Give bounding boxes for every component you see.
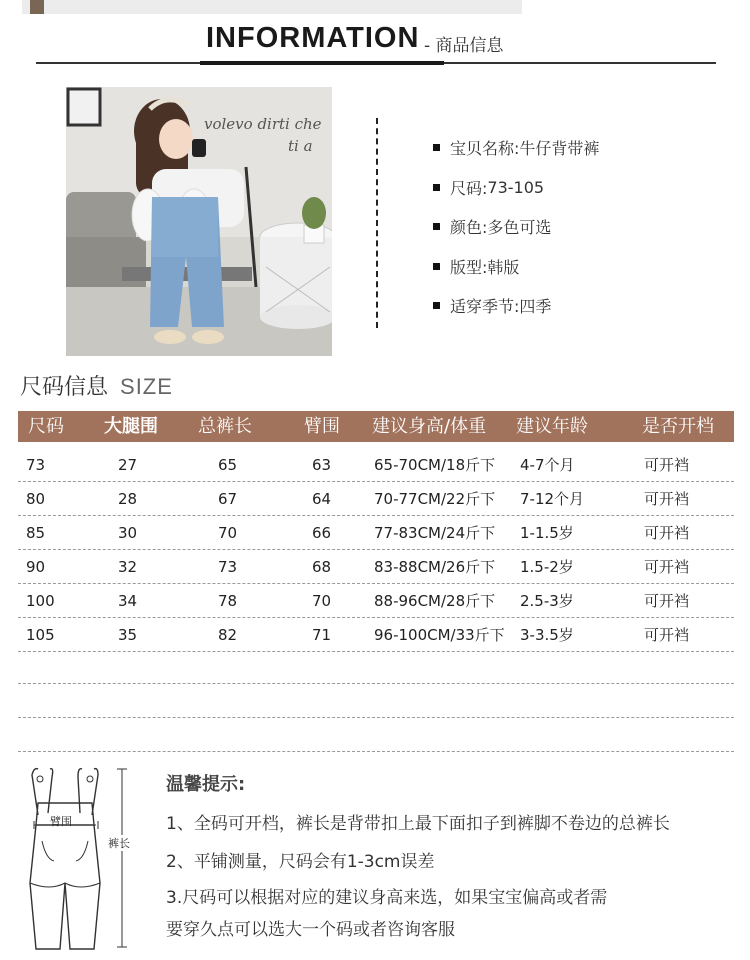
info-value: 多色可选 — [487, 218, 552, 238]
bullet-icon — [433, 184, 440, 191]
cell-open-crotch: 可开裆 — [644, 626, 690, 644]
info-value: 牛仔背带裤 — [519, 139, 600, 159]
tip-item: 1、全码可开档，裤长是背带扣上最下面扣子到裤脚不卷边的总裤长 — [166, 814, 670, 834]
cell-length: 67 — [218, 490, 238, 508]
cell-age: 1-1.5岁 — [520, 524, 574, 542]
info-item-name — [433, 128, 599, 168]
table-row — [18, 618, 734, 652]
tip-item: 要穿久点可以选大一个码或者咨询客服 — [166, 920, 455, 940]
cell-thigh: 34 — [118, 592, 138, 610]
cell-length: 78 — [218, 592, 238, 610]
info-label: 宝贝名称: — [450, 139, 520, 159]
size-table-header — [18, 411, 734, 442]
info-divider — [376, 118, 378, 328]
arm-measure-label: 臂围 — [50, 815, 72, 828]
length-measure-label: 裤长 — [108, 837, 130, 850]
cell-size: 105 — [26, 626, 55, 644]
cell-length: 65 — [218, 456, 238, 474]
cell-age: 2.5-3岁 — [520, 592, 574, 610]
size-title-cn: 尺码信息 — [20, 375, 109, 400]
info-label: 适穿季节: — [450, 297, 520, 317]
cell-height-weight: 65-70CM/18斤下 — [374, 456, 496, 474]
cell-length: 73 — [218, 558, 238, 576]
cell-open-crotch: 可开裆 — [644, 592, 690, 610]
cell-length: 70 — [218, 524, 238, 542]
table-row — [18, 584, 734, 618]
cell-age: 1.5-2岁 — [520, 558, 574, 576]
info-value: 韩版 — [487, 257, 520, 277]
cell-height-weight: 88-96CM/28斤下 — [374, 592, 496, 610]
cell-open-crotch: 可开裆 — [644, 524, 690, 542]
cell-size: 90 — [26, 558, 46, 576]
table-row — [18, 448, 734, 482]
cell-thigh: 28 — [118, 490, 138, 508]
cell-arm: 70 — [312, 592, 332, 610]
info-item-size — [433, 168, 599, 208]
cell-height-weight: 70-77CM/22斤下 — [374, 490, 496, 508]
bullet-icon — [433, 263, 440, 270]
size-title-en: SIZE — [120, 374, 173, 399]
info-item-season — [433, 286, 599, 326]
bullet-icon — [433, 302, 440, 309]
info-value: 73-105 — [487, 177, 545, 197]
cell-height-weight: 83-88CM/26斤下 — [374, 558, 496, 576]
cell-open-crotch: 可开裆 — [644, 456, 690, 474]
tip-item: 2、平铺测量，尺码会有1-3cm误差 — [166, 852, 435, 872]
header-arm: 臂围 — [304, 416, 340, 437]
cell-age: 4-7个月 — [520, 456, 575, 474]
tips-title: 温馨提示: — [166, 774, 246, 795]
info-label: 版型: — [450, 257, 488, 277]
cell-size: 85 — [26, 524, 46, 542]
cell-thigh: 35 — [118, 626, 138, 644]
wall-text-1: volevo dirti che — [204, 115, 322, 133]
header-rule-accent — [200, 61, 444, 65]
table-empty-row — [18, 751, 734, 752]
info-item-style — [433, 247, 599, 287]
cell-arm: 64 — [312, 490, 332, 508]
header-open-crotch: 是否开档 — [642, 416, 714, 437]
header-length: 总裤长 — [198, 416, 252, 437]
info-item-color — [433, 207, 599, 247]
page-title: INFORMATION — [206, 22, 420, 54]
cell-height-weight: 96-100CM/33斤下 — [374, 626, 505, 644]
info-value: 四季 — [519, 297, 552, 317]
cell-age: 3-3.5岁 — [520, 626, 574, 644]
page-subtitle: - 商品信息 — [424, 36, 504, 56]
header-height-weight: 建议身高/体重 — [372, 416, 487, 437]
bullet-icon — [433, 223, 440, 230]
top-banner-strip — [22, 0, 522, 14]
product-info-list — [433, 128, 599, 326]
cell-length: 82 — [218, 626, 238, 644]
cell-size: 100 — [26, 592, 55, 610]
wall-text-2: ti a — [288, 137, 313, 155]
size-section-title — [20, 370, 173, 401]
cell-arm: 71 — [312, 626, 332, 644]
cell-open-crotch: 可开裆 — [644, 558, 690, 576]
cell-size: 80 — [26, 490, 46, 508]
cell-thigh: 32 — [118, 558, 138, 576]
cell-size: 73 — [26, 456, 46, 474]
cell-thigh: 27 — [118, 456, 138, 474]
cell-arm: 63 — [312, 456, 332, 474]
header-age: 建议年龄 — [516, 416, 588, 437]
table-row — [18, 482, 734, 516]
info-label: 尺码: — [450, 178, 488, 198]
table-empty-row — [18, 683, 734, 684]
cell-age: 7-12个月 — [520, 490, 585, 508]
info-label: 颜色: — [450, 218, 488, 238]
table-row — [18, 550, 734, 584]
table-empty-row — [18, 717, 734, 718]
product-photo — [66, 87, 332, 356]
measurement-diagram — [20, 763, 150, 953]
cell-thigh: 30 — [118, 524, 138, 542]
table-row — [18, 516, 734, 550]
tip-item: 3.尺码可以根据对应的建议身高来选，如果宝宝偏高或者需 — [166, 888, 608, 908]
header-size: 尺码 — [28, 416, 64, 437]
bullet-icon — [433, 144, 440, 151]
header-thigh: 大腿围 — [104, 416, 158, 437]
cell-height-weight: 77-83CM/24斤下 — [374, 524, 496, 542]
cell-arm: 66 — [312, 524, 332, 542]
cell-open-crotch: 可开裆 — [644, 490, 690, 508]
cell-arm: 68 — [312, 558, 332, 576]
top-banner-accent — [30, 0, 44, 14]
